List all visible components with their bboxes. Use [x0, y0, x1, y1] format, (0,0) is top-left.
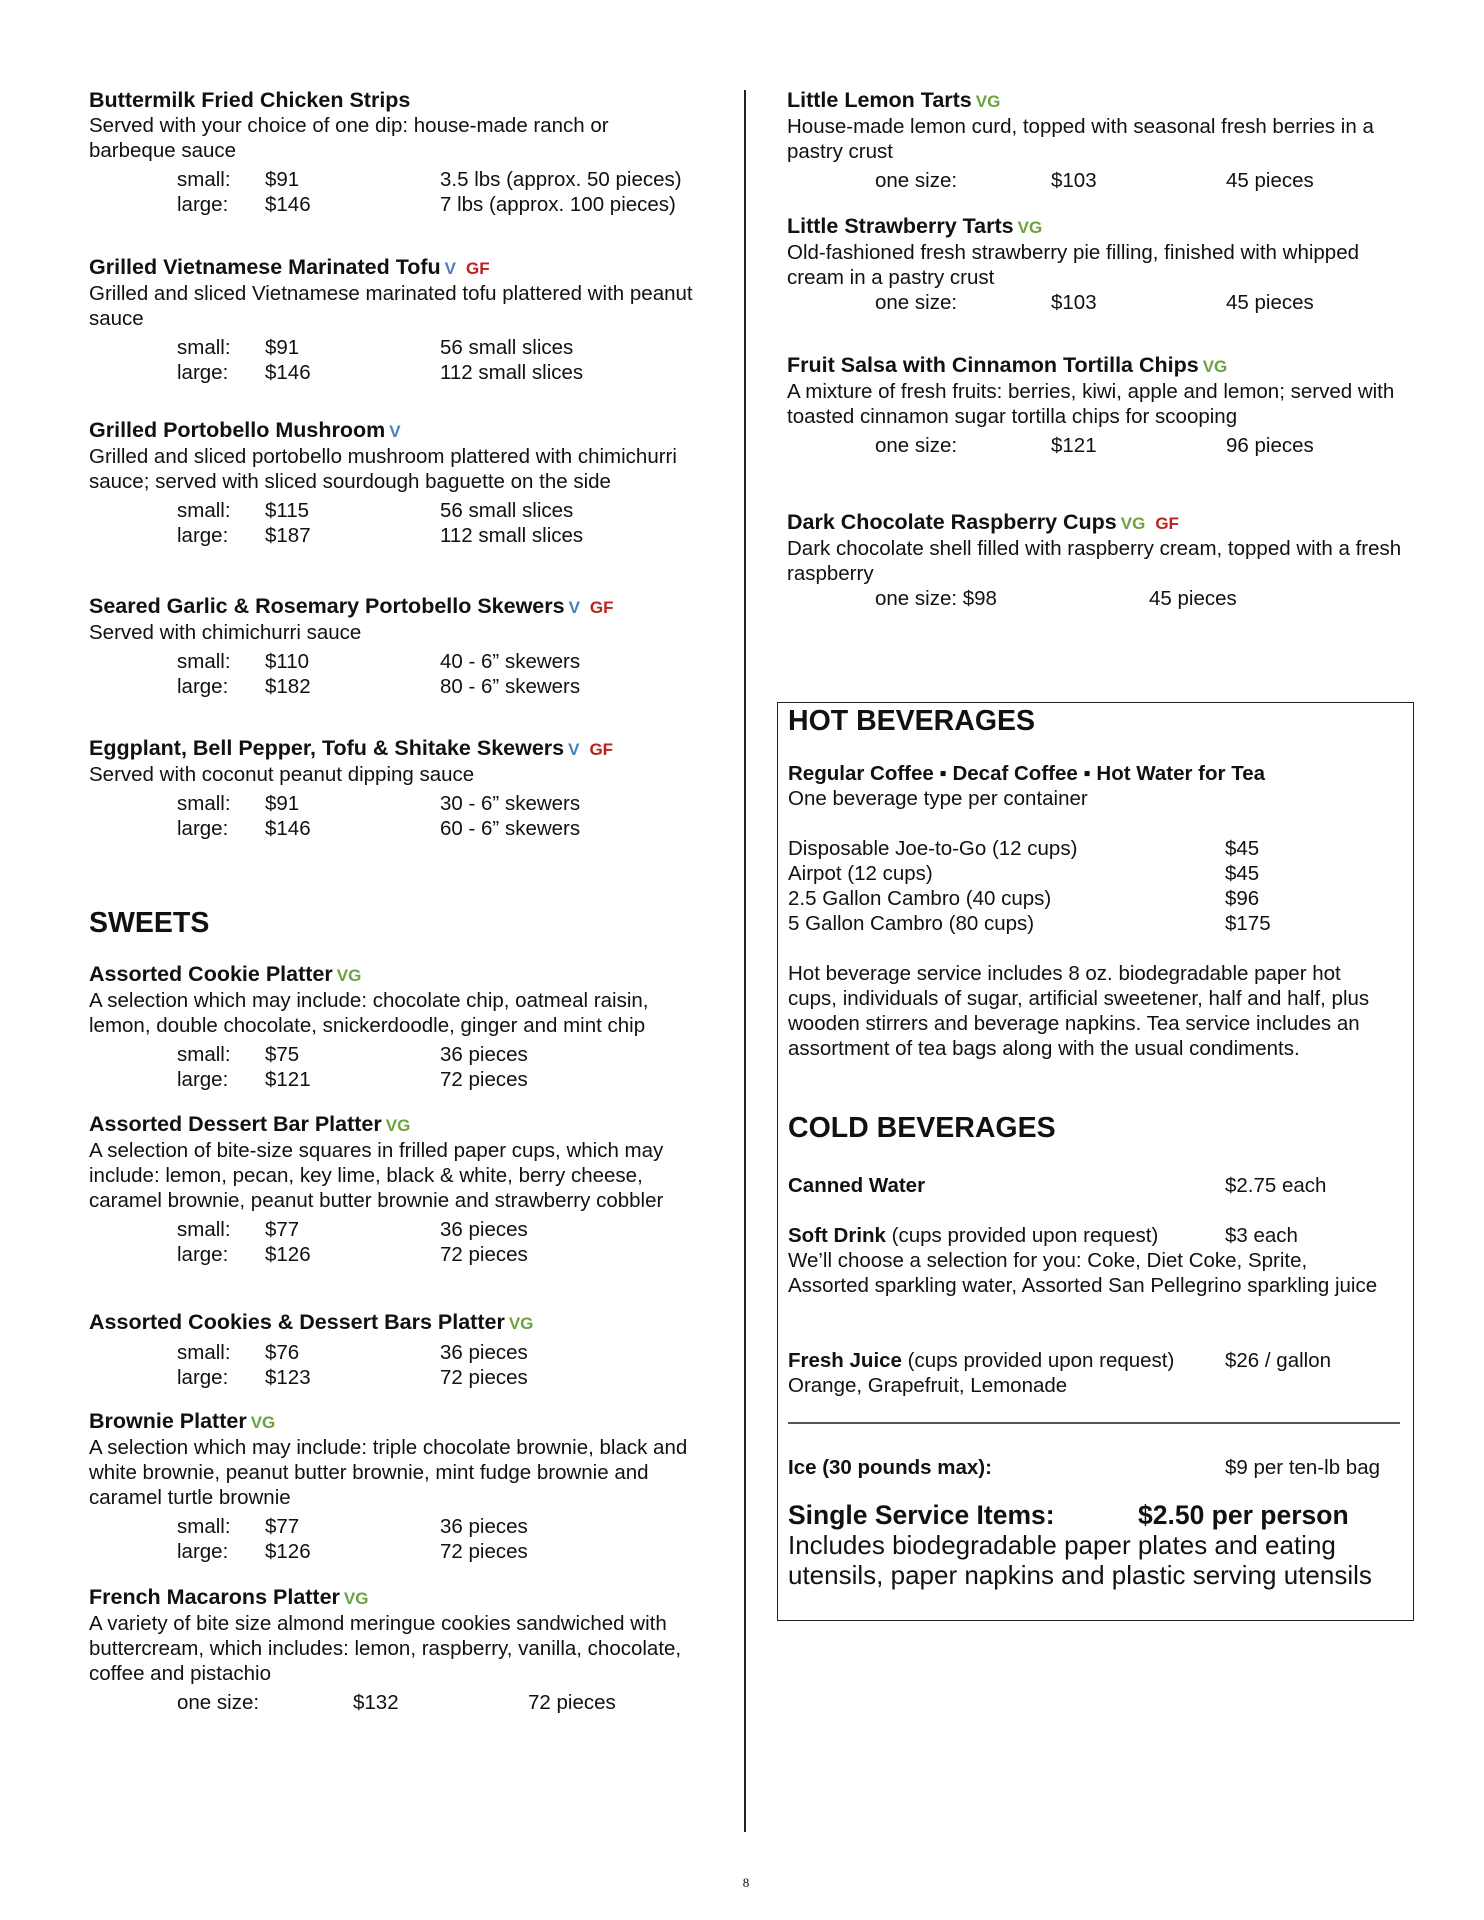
item-description: A selection which may include: chocolate chip, oatmeal raisin, lemon, double chocolate, snickerdoodle, ginger and mint chip [89, 989, 649, 1037]
price-table [89, 167, 699, 217]
price-table [89, 1340, 699, 1390]
price-table [89, 498, 699, 548]
item-description: Served with your choice of one dip: house-made ranch or barbeque sauce [89, 114, 609, 162]
item-description: House-made lemon curd, topped with seasonal fresh berries in a pastry crust [787, 115, 1374, 163]
menu-item [89, 1112, 699, 1267]
single-service-title: Single Service Items: [788, 1500, 1055, 1530]
gluten-free-tag: GF [589, 598, 614, 617]
hot-option-price: $96 [1225, 887, 1260, 910]
menu-item [787, 88, 1407, 193]
price-row: small: $91 30 - 6” skewers [177, 792, 581, 815]
fresh-juice-name: Fresh Juice [788, 1349, 902, 1372]
beverages-box [777, 702, 1414, 1621]
item-title: Eggplant, Bell Pepper, Tofu & Shitake Skewers [89, 736, 565, 760]
menu-item [89, 1310, 699, 1390]
divider-line [788, 1422, 1400, 1424]
item-description: Grilled and sliced Vietnamese marinated tofu plattered with peanut sauce [89, 282, 693, 330]
menu-item [89, 88, 699, 217]
price-table [787, 168, 1407, 193]
menu-item [787, 510, 1407, 611]
vegetarian-tag: VG [385, 1116, 411, 1135]
vegetarian-tag: VG [336, 966, 362, 985]
price-table [787, 290, 1407, 315]
vegetarian-tag: VG [975, 92, 1001, 111]
price-row: small: $91 56 small slices [177, 336, 574, 359]
vegetarian-tag: VG [343, 1589, 369, 1608]
menu-item [89, 255, 699, 385]
soft-drink-name: Soft Drink [788, 1224, 886, 1247]
price-table [787, 586, 1407, 611]
price-row: one size: $103 45 pieces [875, 169, 1314, 192]
price-row: large: $123 72 pieces [177, 1366, 528, 1389]
item-description: Served with coconut peanut dipping sauce [89, 763, 475, 786]
price-table [89, 791, 699, 841]
price-row: large: $126 72 pieces [177, 1243, 528, 1266]
menu-item [89, 418, 699, 548]
price-row: large: $146 60 - 6” skewers [177, 817, 581, 840]
hot-option-name: Disposable Joe-to-Go (12 cups) [788, 837, 1078, 860]
menu-item [89, 1409, 699, 1564]
price-row: small: $91 3.5 lbs (approx. 50 pieces) [177, 168, 682, 191]
price-row: one size: $121 96 pieces [875, 434, 1314, 457]
price-row: small: $110 40 - 6” skewers [177, 650, 581, 673]
price-table [89, 335, 699, 385]
item-description: A selection of bite-size squares in frilled paper cups, which may include: lemon, pecan, key lime, black & white, berry cheese, caramel brownie, peanut butter brownie and strawberry cobbler [89, 1139, 664, 1212]
price-table [89, 649, 699, 699]
item-title: Fruit Salsa with Cinnamon Tortilla Chips [787, 353, 1199, 377]
vegan-tag: V [568, 598, 580, 617]
item-title: Assorted Cookie Platter [89, 962, 333, 986]
fresh-juice-note: (cups provided upon request) [907, 1349, 1175, 1372]
item-title: Seared Garlic & Rosemary Portobello Skewers [89, 594, 565, 618]
soft-drink-price: $3 each [1225, 1224, 1298, 1247]
canned-water-price: $2.75 each [1225, 1174, 1327, 1197]
menu-item [89, 736, 699, 841]
column-divider [744, 90, 746, 1832]
hot-option-name: 2.5 Gallon Cambro (40 cups) [788, 887, 1052, 910]
gluten-free-tag: GF [465, 259, 490, 278]
price-row: one size: $103 45 pieces [875, 291, 1314, 314]
price-row: small: $76 36 pieces [177, 1341, 528, 1364]
price-row: large: $121 72 pieces [177, 1068, 528, 1091]
soft-drink-line [788, 1223, 1158, 1248]
price-table [89, 1042, 699, 1092]
vegetarian-tag: VG [1202, 357, 1228, 376]
vegetarian-tag: VG [1017, 218, 1043, 237]
sweets-heading: SWEETS [89, 907, 210, 939]
price-row: small: $75 36 pieces [177, 1043, 528, 1066]
ice-price: $9 per ten-lb bag [1225, 1456, 1381, 1479]
hot-option-price: $45 [1225, 837, 1260, 860]
vegan-tag: V [568, 740, 580, 759]
price-row: large: $146 7 lbs (approx. 100 pieces) [177, 193, 676, 216]
item-title: Little Strawberry Tarts [787, 214, 1014, 238]
item-title: Assorted Dessert Bar Platter [89, 1112, 382, 1136]
menu-item [89, 962, 699, 1092]
vegan-tag: V [389, 422, 401, 441]
menu-item [89, 594, 699, 699]
item-title: Buttermilk Fried Chicken Strips [89, 88, 411, 112]
price-row: one size: $132 72 pieces [177, 1691, 616, 1714]
price-table [787, 433, 1407, 458]
hot-option-price: $45 [1225, 862, 1260, 885]
price-row: small: $77 36 pieces [177, 1218, 528, 1241]
item-title: Grilled Portobello Mushroom [89, 418, 386, 442]
price-row: large: $126 72 pieces [177, 1540, 528, 1563]
item-description: A selection which may include: triple chocolate brownie, black and white brownie, peanut butter brownie, mint fudge brownie and caramel turtle brownie [89, 1436, 688, 1509]
vegetarian-tag: VG [250, 1413, 276, 1432]
item-title: French Macarons Platter [89, 1585, 340, 1609]
canned-water-name: Canned Water [788, 1174, 926, 1197]
vegan-tag: V [444, 259, 456, 278]
item-description: Old-fashioned fresh strawberry pie filling, finished with whipped cream in a pastry crust [787, 241, 1360, 289]
gluten-free-tag: GF [589, 740, 614, 759]
menu-item [89, 1585, 699, 1715]
item-description: Grilled and sliced portobello mushroom plattered with chimichurri sauce; served with sliced sourdough baguette on the side [89, 445, 677, 493]
item-title: Brownie Platter [89, 1409, 247, 1433]
price-row: small: $77 36 pieces [177, 1515, 528, 1538]
menu-item [787, 353, 1407, 458]
soft-drink-description: We’ll choose a selection for you: Coke, Diet Coke, Sprite, Assorted sparkling water, Assorted San Pellegrino sparkling juice [788, 1249, 1378, 1297]
single-service-description: Includes biodegradable paper plates and eating utensils, paper napkins and plastic serving utensils [788, 1530, 1372, 1590]
item-description: A mixture of fresh fruits: berries, kiwi, apple and lemon; served with toasted cinnamon sugar tortilla chips for scooping [787, 380, 1395, 428]
hot-option-price: $175 [1225, 912, 1271, 935]
price-row: one size: $98 45 pieces [875, 587, 1237, 610]
item-title: Dark Chocolate Raspberry Cups [787, 510, 1117, 534]
hot-option-name: 5 Gallon Cambro (80 cups) [788, 912, 1035, 935]
item-title: Grilled Vietnamese Marinated Tofu [89, 255, 441, 279]
item-title: Little Lemon Tarts [787, 88, 972, 112]
hot-beverage-types: Regular Coffee ▪ Decaf Coffee ▪ Hot Water for Tea [788, 762, 1265, 785]
fresh-juice-price: $26 / gallon [1225, 1349, 1332, 1372]
price-table [89, 1690, 699, 1715]
hot-beverages-heading: HOT BEVERAGES [788, 705, 1036, 737]
menu-item [787, 214, 1407, 315]
hot-service-description: Hot beverage service includes 8 oz. biodegradable paper hot cups, individuals of sugar, artificial sweetener, half and half, plus wooden stirrers and beverage napkins. Tea service includes an assortment of tea bags along with the usual condiments. [788, 962, 1370, 1060]
hot-option-name: Airpot (12 cups) [788, 862, 933, 885]
soft-drink-note: (cups provided upon request) [891, 1224, 1159, 1247]
item-description: Served with chimichurri sauce [89, 621, 362, 644]
item-title: Assorted Cookies & Dessert Bars Platter [89, 1310, 505, 1334]
price-table [89, 1514, 699, 1564]
price-row: large: $146 112 small slices [177, 361, 584, 384]
fresh-juice-line [788, 1348, 1174, 1373]
vegetarian-tag: VG [1120, 514, 1146, 533]
gluten-free-tag: GF [1155, 514, 1179, 533]
cold-beverages-heading: COLD BEVERAGES [788, 1112, 1056, 1144]
price-row: large: $187 112 small slices [177, 524, 584, 547]
price-row: large: $182 80 - 6” skewers [177, 675, 581, 698]
hot-beverage-note: One beverage type per container [788, 787, 1088, 810]
page-number: 8 [742, 1875, 750, 1890]
ice-name: Ice (30 pounds max): [788, 1456, 992, 1479]
single-service-price: $2.50 per person [1138, 1500, 1349, 1530]
price-row: small: $115 56 small slices [177, 499, 574, 522]
item-description: A variety of bite size almond meringue cookies sandwiched with buttercream, which includes: lemon, raspberry, vanilla, chocolate, coffee and pistachio [89, 1612, 682, 1685]
vegetarian-tag: VG [508, 1314, 534, 1333]
item-description: Dark chocolate shell filled with raspberry cream, topped with a fresh raspberry [787, 537, 1402, 585]
price-table [89, 1217, 699, 1267]
fresh-juice-description: Orange, Grapefruit, Lemonade [788, 1374, 1068, 1397]
